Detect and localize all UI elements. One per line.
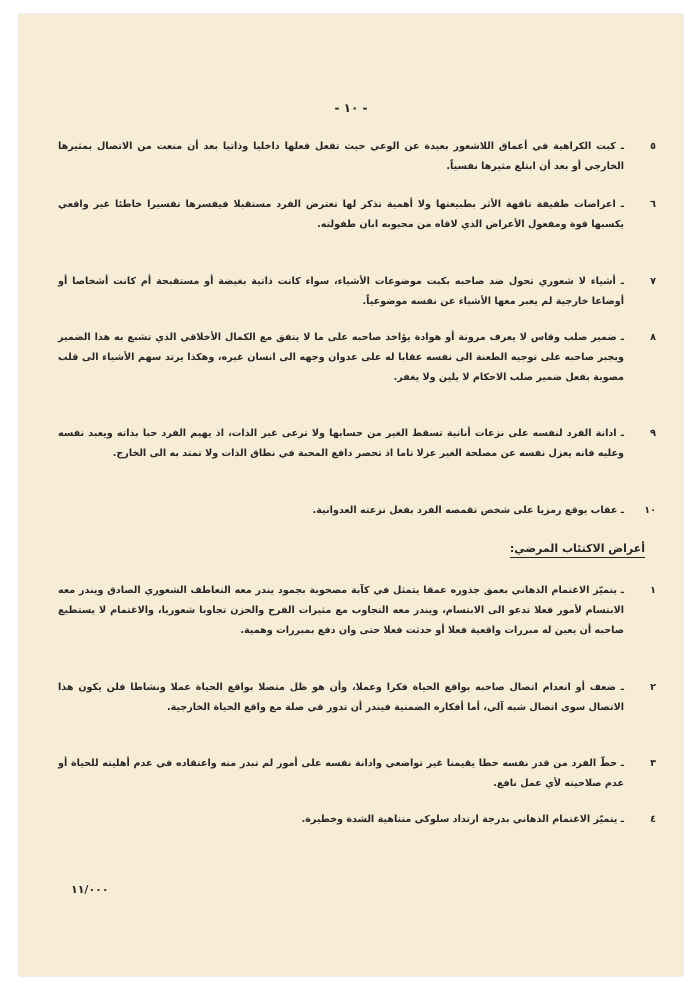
item-number: ٨ [650, 332, 656, 343]
item-text: ـ عقاب يوقع رمزيا على شخص تقمصه الفرد بفعل نزعته العدوانية. [312, 505, 624, 516]
section-heading: أعراض الاكتئاب المرضي: [510, 541, 645, 558]
item-number: ٣ [650, 758, 656, 769]
symptom-item-4 [58, 810, 656, 830]
page-number: - ١٠ - [334, 101, 368, 115]
symptom-item-2 [58, 678, 656, 718]
item-text: ـ أشياء لا شعوري تحول ضد صاحبه بكبت موضوعات الأشياء، سواء كانت ذاتية بغيضة أو مستقبحة أم كانت أشخاصا أو أوضاعا خارجية لم يعبر معها الأشياء عن نفسه موضوعياً. [58, 276, 624, 307]
item-number: ١ [650, 585, 656, 596]
item-number: ٤ [650, 814, 656, 825]
list-item-10 [58, 501, 656, 521]
item-number: ٩ [650, 428, 656, 439]
item-text: ـ حطّ الفرد من قدر نفسه حطا يقيمنا غير تواضعي وادانة نفسه على أمور لم تبدر منه واعتقاده في عدم أهليته للحياة أو عدم صلاحيته لأي عمل نافع. [58, 758, 624, 789]
list-item-9 [58, 424, 656, 464]
item-text: ـ ضمير صلب وقاس لا يعرف مرونة أو هوادة يؤاخذ صاحبه على ما لا يتفق مع الكمال الأخلاقي الذي تشبع به هذا الضمير ويجبر صاحبه على توجيه الطعنة الى نفسه عقابا له على عدوان وجهه الى انسان غيره، وهكذا يرتد سهم الأشياء الى قلب مصوبة بفعل ضمير صلب الاحكام لا يلين ولا يغفر. [58, 332, 624, 383]
list-item-8 [58, 328, 656, 388]
list-item-6 [58, 195, 656, 235]
symptom-item-3 [58, 754, 656, 794]
item-number: ٥ [650, 141, 656, 152]
item-text: ـ يتميّز الاغتمام الذهاني بعمق جذوره عمقا يتمثل في كآبة مصحوبة بجمود يندر معه التعاطف الشعوري الصادق ويندر معه الابتسام لأمور فعلا تدعو الى الابتسام، ويندر معه التجاوب مع مثيرات الفرح والحزن تجاوبا شعوريا، والاغتمام لا يستطيع صاحبه أن يعين له مبررات واقعية فعلا أو حدثت فعلا حتى وان دفع بمبررات وهمية. [58, 585, 624, 636]
document-page [19, 14, 683, 976]
item-text: ـ يتميّز الاغتمام الذهاني بدرجة ارتداد سلوكي متناهية الشدة وخطيرة. [301, 814, 624, 825]
item-number: ٦ [650, 199, 656, 210]
item-text: ـ ضعف أو انعدام اتصال صاحبه بواقع الحياة فكرا وعملا، وأن هو ظل متصلا بواقع الحياة عملا ونشاطا فلن يكون هذا الاتصال سوى اتصال شبه آلي، أما أفكاره الضمنية فيندر أن تدور في صلة مع واقع الحياة الخارجية. [58, 682, 624, 713]
item-number: ٧ [650, 276, 656, 287]
list-item-7 [58, 272, 656, 312]
item-text: ـ كبت الكراهية في أعماق اللاشعور بعيدة عن الوعي حيث تفعل فعلها داخليا وذاتيا بعد أن منعت من الاتصال بمثيرها الخارجي أو بعد أن ابتلع مثيرها نفسياً. [58, 141, 624, 172]
item-number: ١٠ [644, 505, 656, 516]
footer-code: ١١/٠٠٠ [71, 883, 109, 896]
symptom-item-1 [58, 581, 656, 641]
item-number: ٢ [650, 682, 656, 693]
item-text: ـ اعراضات طفيفة تافهة الأثر بطبيعتها ولا أهمية تذكر لها تعترض الفرد مستقبلا فيفسرها تفسيرا خاطئا غير واقعي يكسبها قوة ومفعول الأعراض الذي لاقاه من محبوبه ابان طفولته. [58, 199, 624, 230]
list-item-5 [58, 137, 656, 177]
item-text: ـ ادانة الفرد لنفسه على نزعات أنانية تسقط الغير من حسابها ولا ترعى غير الذات، اذ يهيم الفرد حبا بذاته ويعبد نفسه وعليه فانه يعزل نفسه عن مصلحة الغير عزلا تاما اذ تحصر دافع المحبة في نطاق الذات ولا تمتد به الى الخارج. [58, 428, 624, 459]
